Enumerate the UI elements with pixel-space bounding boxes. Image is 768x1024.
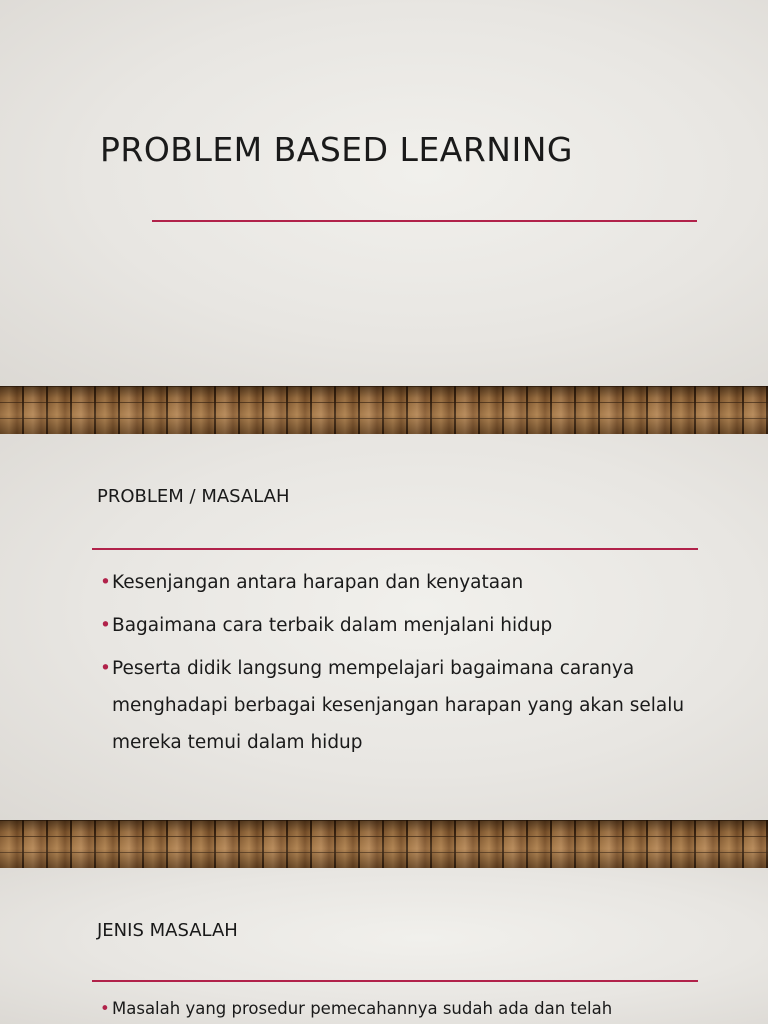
slide-heading: PROBLEM / MASALAH: [97, 486, 290, 507]
slide-heading: JENIS MASALAH: [97, 920, 238, 941]
bullet-item: [100, 607, 690, 644]
bullet-text: Kesenjangan antara harapan dan kenyataan: [112, 572, 524, 593]
bullet-list: [100, 564, 690, 767]
slide-2[interactable]: [0, 434, 768, 820]
bullet-list: [100, 994, 690, 1024]
bullet-icon: •: [100, 999, 110, 1018]
bullet-text: Masalah yang prosedur pemecahannya sudah ada dan telah: [112, 999, 613, 1018]
slide-title: PROBLEM BASED LEARNING: [100, 130, 573, 169]
slide-1[interactable]: [0, 0, 768, 386]
bullet-item: [100, 994, 690, 1024]
bullet-item: [100, 650, 690, 761]
bullet-text: Peserta didik langsung mempelajari bagaimana caranya menghadapi berbagai kesenjangan harapan yang akan selalu mereka temui dalam hidup: [112, 658, 685, 753]
heading-underline-rule: [92, 548, 698, 550]
title-underline-rule: [152, 220, 697, 222]
wood-floor-divider: [0, 820, 768, 868]
wood-floor-divider: [0, 386, 768, 434]
heading-underline-rule: [92, 980, 698, 982]
bullet-text: Bagaimana cara terbaik dalam menjalani hidup: [112, 615, 553, 636]
bullet-icon: •: [100, 658, 111, 679]
bullet-item: [100, 564, 690, 601]
slide-3[interactable]: [0, 868, 768, 1024]
bullet-icon: •: [100, 615, 111, 636]
bullet-icon: •: [100, 572, 111, 593]
